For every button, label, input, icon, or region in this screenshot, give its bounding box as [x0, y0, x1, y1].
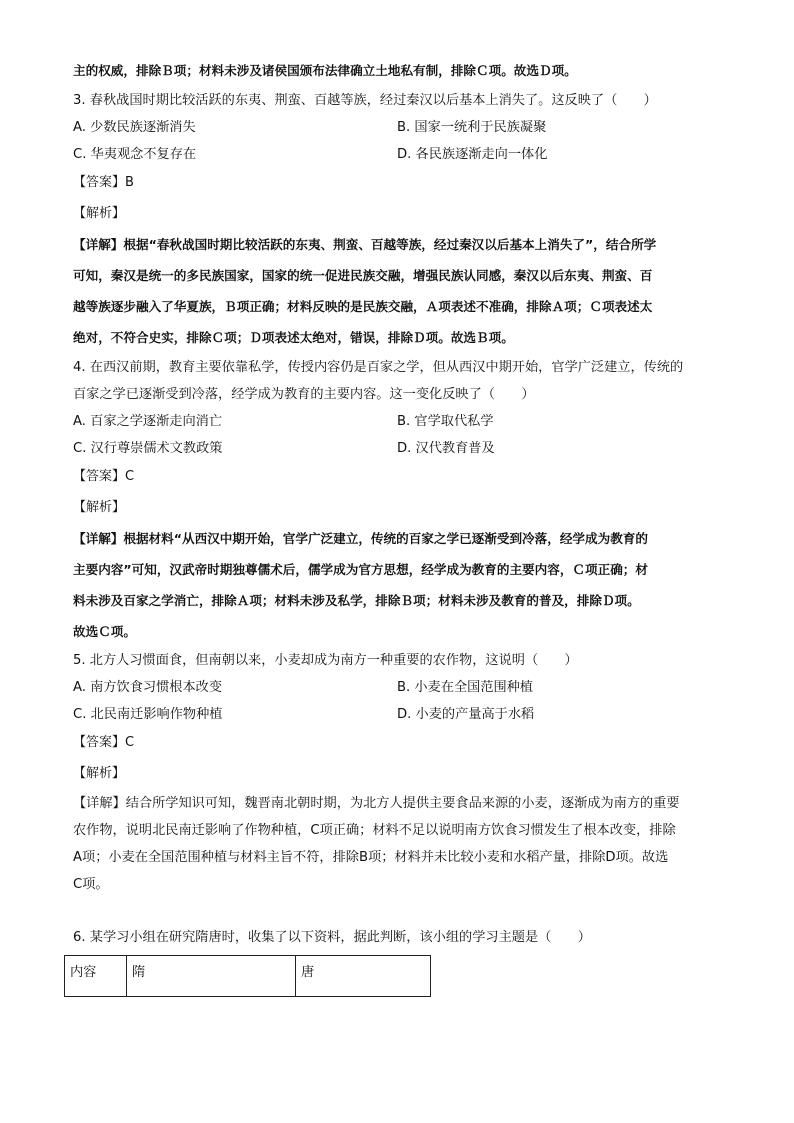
table-header-row: [65, 956, 431, 997]
detail-4-line-2: 主要内容”可知，汉武帝时期独尊儒术后，儒学成为官方思想，经学成为教育的主要内容，Ｃ项正确；材: [73, 562, 648, 577]
analysis-label-4: 【解析】: [73, 500, 126, 515]
detail-3-line-3: 越等族逐步融入了华夏族，Ｂ项正确；材料反映的是民族交融，Ａ项表述不准确，排除Ａ项；Ｃ项表述太: [73, 299, 653, 314]
option-3d: D. 各民族逐渐走向一体化: [397, 147, 548, 162]
table-header-content: 内容: [65, 956, 127, 997]
option-4b: B. 官学取代私学: [397, 414, 494, 429]
question-4-line-1: 4. 在西汉前期，教育主要依靠私学，传授内容仍是百家之学，但从西汉中期开始，官学广泛建立，传统的: [73, 360, 684, 375]
analysis-label-3: 【解析】: [73, 206, 126, 221]
detail-4-line-4: 故选Ｃ项。: [73, 624, 136, 639]
option-5a: A. 南方饮食习惯根本改变: [73, 680, 223, 695]
option-5d: D. 小麦的产量高于水稻: [397, 707, 535, 722]
question-5: 5. 北方人习惯面食，但南朝以来，小麦却成为南方一种重要的农作物，这说明（ ）: [73, 653, 578, 668]
table-header-tang: 唐: [296, 956, 431, 997]
detail-5-line-3: A项；小麦在全国范围种植与材料主旨不符，排除B项；材料并未比较小麦和水稻产量，排除D项。故选: [73, 850, 669, 865]
detail-3-line-2: 可知，秦汉是统一的多民族国家，国家的统一促进民族交融，增强民族认同感，秦汉以后东夷、荆蛮、百: [73, 268, 653, 283]
option-3c: C. 华夷观念不复存在: [73, 147, 197, 162]
detail-3-line-4: 绝对，不符合史实，排除Ｃ项；Ｄ项表述太绝对，错误，排除Ｄ项。故选Ｂ项。: [73, 330, 514, 345]
detail-4-line-3: 料未涉及百家之学消亡，排除Ａ项；材料未涉及私学，排除Ｂ项；材料未涉及教育的普及，排除Ｄ项。: [73, 593, 640, 608]
option-3b: B. 国家一统利于民族凝聚: [397, 120, 547, 135]
detail-3-line-1: 【详解】根据“春秋战国时期比较活跃的东夷、荆蛮、百越等族，经过秦汉以后基本上消失了”，结合所学: [73, 237, 657, 252]
answer-3: 【答案】B: [73, 175, 134, 190]
answer-5: 【答案】C: [73, 735, 135, 750]
material-table: [64, 955, 431, 997]
option-3a: A. 少数民族逐渐消失: [73, 120, 196, 135]
detail-5-line-4: C项。: [73, 877, 109, 892]
question-3: 3. 春秋战国时期比较活跃的东夷、荆蛮、百越等族，经过秦汉以后基本上消失了。这反映了（ ）: [73, 93, 657, 108]
detail-5-line-2: 农作物，说明北民南迁影响了作物种植，C项正确；材料不足以说明南方饮食习惯发生了根本改变，排除: [73, 823, 676, 838]
option-4c: C. 汉行尊崇儒术文教政策: [73, 441, 223, 456]
answer-4: 【答案】C: [73, 469, 135, 484]
option-5c: C. 北民南迁影响作物种植: [73, 707, 223, 722]
line-prev-ending: 主的权威，排除Ｂ项；材料未涉及诸侯国颁布法律确立土地私有制，排除Ｃ项。故选Ｄ项。: [73, 63, 577, 78]
question-6: 6. 某学习小组在研究隋唐时，收集了以下资料，据此判断，该小组的学习主题是（ ）: [73, 930, 591, 945]
option-4a: A. 百家之学逐渐走向消亡: [73, 414, 223, 429]
option-5b: B. 小麦在全国范围种植: [397, 680, 534, 695]
option-4d: D. 汉代教育普及: [397, 441, 495, 456]
question-4-line-2: 百家之学已逐渐受到冷落，经学成为教育的主要内容。这一变化反映了（ ）: [73, 387, 535, 402]
detail-4-line-1: 【详解】根据材料“从西汉中期开始，官学广泛建立，传统的百家之学已逐渐受到冷落，经学成为教育的: [73, 531, 648, 546]
analysis-label-5: 【解析】: [73, 766, 126, 781]
table-header-sui: 隋: [127, 956, 296, 997]
detail-5-line-1: 【详解】结合所学知识可知，魏晋南北朝时期，为北方人提供主要食品来源的小麦，逐渐成为南方的重要: [73, 796, 680, 811]
